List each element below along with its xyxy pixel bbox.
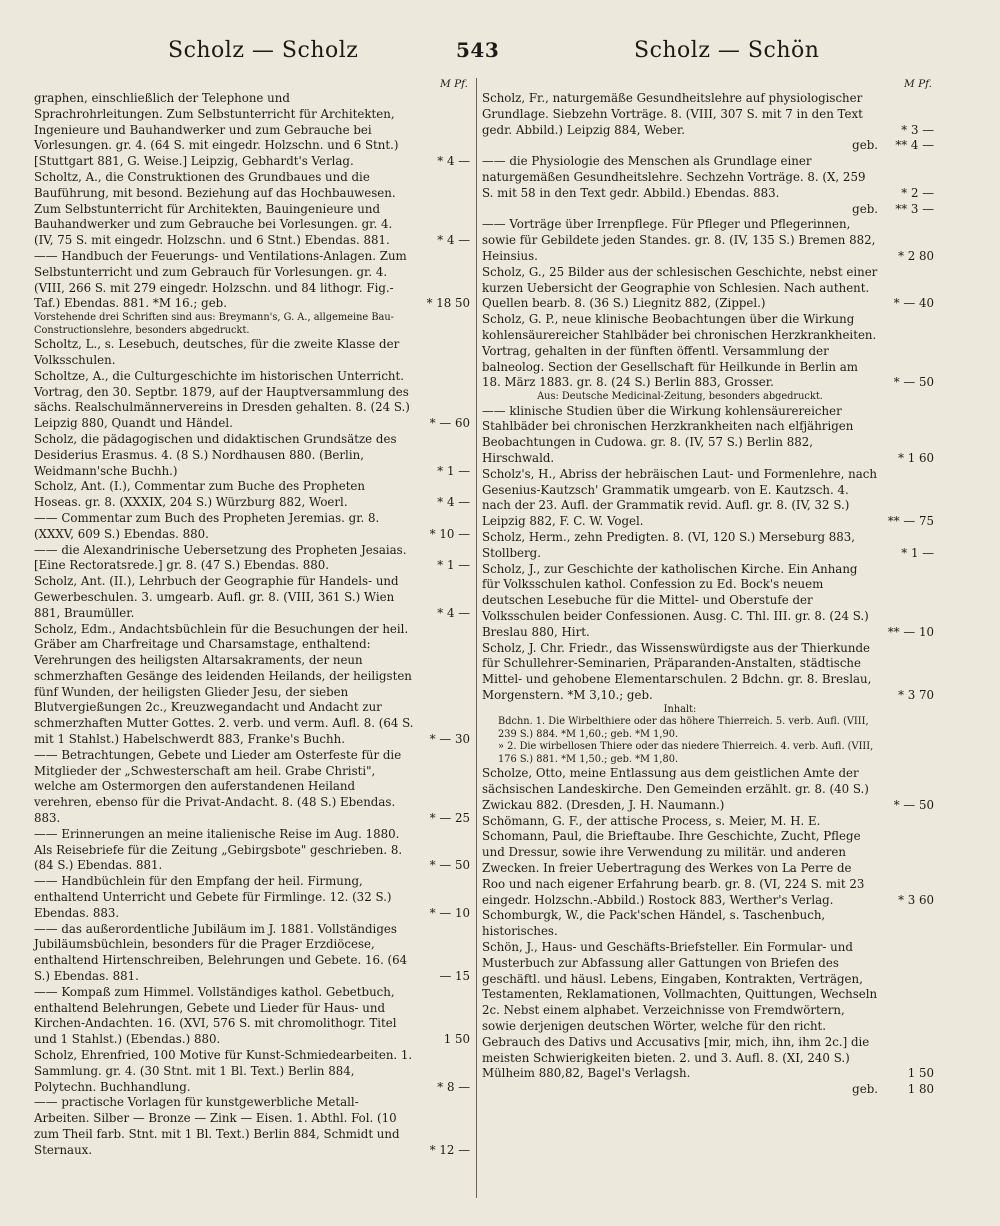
entry-text: Scholz's, H., Abriss der hebräischen Laut- und Formenlehre, nach Gesenius-Kautzsch' Grammatik umgearb. von E. Kautzsch. 4. nach der 23. Aufl. der Grammatik revid. Aufl. gr. 8. (IV, 32 S.) Leipzig 882, F. C. W. Vogel. bbox=[482, 466, 877, 529]
entry-text: Scholz, Edm., Andachtsbüchlein für die Besuchungen der heil. Gräber am Charfreitage und Charsamstage, enthaltend: Verehrungen des heiligsten Altarsakraments, der neun schmerzhaften Gesänge des leidenden Heilands, der heiligsten fünf Wunden, der heiligsten Glieder Jesu, der sieben Blutvergießungen 2c., Kreuzwegandacht und Andacht zur schmerzhaften Mutter Gottes. 2. verb. und verm. Aufl. 8. (64 S. mit 1 Stahlst.) Habelschwerdt 883, Franke's Buchh. bbox=[34, 621, 414, 747]
entry-text: graphen, einschließlich der Telephone und Sprachrohrleitungen. Zum Selbstunterricht für Architekten, Ingenieure und Bauhandwerker und zum Gebrauche bei Vorlesungen. gr. 4. (64 S. mit eingedr. Holzschn. und 6 Stnt.) [Stuttgart 881, G. Weise.] Leipzig, Gebhardt's Verlag. bbox=[34, 91, 399, 169]
catalog-entry bbox=[34, 432, 470, 479]
catalog-entry bbox=[34, 1095, 470, 1158]
catalog-entry bbox=[482, 829, 934, 908]
catalog-entry bbox=[34, 874, 470, 921]
catalog-entry bbox=[34, 827, 470, 874]
entry-text: Aus: Deutsche Medicinal-Zeitung, besonders abgedruckt. bbox=[537, 391, 823, 403]
entry-price: ** — 75 bbox=[887, 514, 934, 529]
catalog-entry bbox=[34, 312, 470, 337]
entry-text: —— Handbüchlein für den Empfang der heil. Firmung, enthaltend Unterricht und Gebete für Firmlinge. 12. (32 S.) Ebendas. 883. bbox=[34, 874, 392, 920]
catalog-entry bbox=[482, 1082, 934, 1098]
entry-price: * 8 — bbox=[437, 1079, 470, 1094]
entry-price: * 1 — bbox=[437, 558, 470, 573]
catalog-entry bbox=[482, 391, 934, 404]
catalog-entry bbox=[34, 479, 470, 511]
entry-text: —— klinische Studien über die Wirkung kohlensäurereicher Stahlbäder bei chronischen Herzkrankheiten nach elfjährigen Beobachtungen in Cudowa. gr. 8. (IV, 57 S.) Berlin 882, Hirschwald. bbox=[482, 403, 854, 466]
catalog-entry bbox=[34, 91, 470, 170]
entry-text: Scholz, Ehrenfried, 100 Motive für Kunst-Schmiedearbeiten. 1. Sammlung. gr. 4. (30 Stnt. mit 1 Bl. Text.) Berlin 884, Polytechn. Buchhandlung. bbox=[34, 1048, 413, 1094]
entry-text: —— die Physiologie des Menschen als Grundlage einer naturgemäßen Gesundheitslehre. Sechzehn Vorträge. 8. (X, 259 S. mit 58 in den Text gedr. Abbild.) Ebendas. 883. bbox=[482, 154, 866, 200]
catalog-entry bbox=[34, 249, 470, 312]
entry-price: * 1 — bbox=[901, 545, 934, 560]
entry-text: —— Vorträge über Irrenpflege. Für Pfleger und Pflegerinnen, sowie für Gebildete jeden Standes. gr. 8. (IV, 135 S.) Bremen 882, Heinsius. bbox=[482, 217, 876, 263]
catalog-entry bbox=[482, 217, 934, 264]
entry-price: * 4 — bbox=[437, 495, 470, 510]
entry-price: 1 50 bbox=[907, 1066, 934, 1081]
catalog-entry bbox=[482, 138, 934, 154]
entry-price: — 15 bbox=[439, 969, 470, 984]
catalog-entry bbox=[482, 404, 934, 467]
entry-text: —— Betrachtungen, Gebete und Lieder am Osterfeste für die Mitglieder der „Schwesterschaft am heil. Grabe Christi", welche am Ostermorgen den auferstandenen Heiland verehren, ebenso für die Privat-Andacht. 8. (48 S.) Ebendas. 883. bbox=[34, 747, 402, 826]
catalog-entry bbox=[482, 716, 934, 741]
entry-text: —— practische Vorlagen für kunstgewerbliche Metall-Arbeiten. Silber — Bronze — Zink — Eisen. 1. Abthl. Fol. (10 zum Theil farb. Stnt. mit 1 Bl. Text.) Berlin 884, Schmidt und Sternaux. bbox=[34, 1095, 400, 1157]
entry-price: * — 60 bbox=[429, 416, 470, 431]
catalog-entry bbox=[482, 202, 934, 218]
page-number: 543 bbox=[456, 38, 500, 62]
entry-price: ** 4 — bbox=[895, 138, 934, 153]
catalog-entry bbox=[482, 940, 934, 1082]
entry-price: * — 50 bbox=[429, 858, 470, 873]
entry-price: * — 25 bbox=[429, 811, 470, 826]
entry-price: ** — 10 bbox=[887, 624, 934, 639]
currency-header-left: M Pf. bbox=[439, 78, 468, 90]
entry-price: * 4 — bbox=[437, 233, 470, 248]
entry-price: ** 3 — bbox=[895, 201, 934, 216]
entry-text: Scholtz, A., die Construktionen des Grundbaues und die Bauführung, mit besond. Beziehung auf das Hochbauwesen. Zum Selbstunterricht für Architekten, Bauingenieure und Bauhandwerker und zum Gebrauche bei Vorlesungen. gr. 4. (IV, 75 S. mit eingedr. Holzschn. und 6 Stnt.) Ebendas. 881. bbox=[34, 169, 396, 248]
catalog-entry bbox=[482, 908, 934, 940]
entry-price: * 4 — bbox=[437, 605, 470, 620]
catalog-entry bbox=[482, 154, 934, 201]
entry-text: Vorstehende drei Schriften sind aus: Breymann's, G. A., allgemeine Bau-Constructionslehre, besonders abgedruckt. bbox=[34, 312, 394, 336]
running-head bbox=[0, 38, 1000, 78]
entry-price: * 18 50 bbox=[426, 296, 470, 311]
entry-price: * 2 80 bbox=[898, 248, 934, 263]
entry-text: Scholz, J., zur Geschichte der katholischen Kirche. Ein Anhang für Volksschulen kathol. Confession zu Ed. Bock's neuem deutschen Lesebuche für die Mittel- und Oberstufe der Volksschulen beider Confessionen. Ausg. C. Thl. III. gr. 8. (24 S.) Breslau 880, Hirt. bbox=[482, 561, 869, 639]
entry-text: » 2. Die wirbellosen Thiere oder das niedere Thierreich. 4. verb. Aufl. (VIII, 176 S.) 881. *M 1,50.; geb. *M 1,80. bbox=[498, 741, 874, 765]
entry-text: Scholtz, L., s. Lesebuch, deutsches, für die zweite Klasse der Volksschulen. bbox=[34, 337, 400, 367]
entry-text: Scholz, G. P., neue klinische Beobachtungen über die Wirkung kohlensäurereicher Stahlbäder bei chronischen Herzkrankheiten. Vortrag, gehalten in der fünften öffentl. Versammlung der balneolog. Section der Gesellschaft für Heilkunde in Berlin am 18. März 1883. gr. 8. (24 S.) Berlin 883, Grosser. bbox=[482, 312, 877, 390]
catalog-entry bbox=[34, 985, 470, 1048]
entry-text: —— Handbuch der Feuerungs- und Ventilations-Anlagen. Zum Selbstunterricht und zum Gebrauch für Vorlesungen. gr. 4. (VIII, 266 S. mit 279 eingedr. Holzschn. und 84 lithogr. Fig.-Taf.) Ebendas. 881. *M 16.; geb. bbox=[34, 248, 407, 311]
entry-price: 1 80 bbox=[907, 1082, 934, 1097]
catalog-entry bbox=[482, 766, 934, 813]
entry-text: geb. bbox=[852, 1082, 878, 1097]
entry-price: 1 50 bbox=[443, 1032, 470, 1047]
entry-price: * 12 — bbox=[429, 1142, 470, 1157]
catalog-entry bbox=[482, 265, 934, 312]
entry-text: —— das außerordentliche Jubiläum im J. 1881. Vollständiges Jubiläumsbüchlein, besonders für die Prager Erzdiöcese, enthaltend Hirtenschreiben, Belehrungen und Gebete. 16. (64 S.) Ebendas. 881. bbox=[34, 921, 408, 984]
entry-text: Scholz, Herm., zehn Predigten. 8. (VI, 120 S.) Merseburg 883, Stollberg. bbox=[482, 530, 856, 560]
catalog-entry bbox=[34, 369, 470, 432]
catalog-entry bbox=[34, 170, 470, 249]
catalog-entry bbox=[34, 574, 470, 621]
entry-text: —— die Alexandrinische Uebersetzung des Propheten Jesaias. [Eine Rectoratsrede.] gr. 8. (47 S.) Ebendas. 880. bbox=[34, 542, 407, 573]
entry-price: * — 50 bbox=[893, 375, 934, 390]
entry-price: * — 30 bbox=[429, 732, 470, 747]
catalog-entry bbox=[482, 741, 934, 766]
entry-price: * — 40 bbox=[893, 296, 934, 311]
catalog-entry bbox=[34, 337, 470, 369]
entry-price: * 1 60 bbox=[898, 451, 934, 466]
entry-text: Scholz, Fr., naturgemäße Gesundheitslehre auf physiologischer Grundlage. Siebzehn Vorträge. 8. (VIII, 307 S. mit 7 in den Text gedr. Abbild.) Leipzig 884, Weber. bbox=[482, 91, 863, 137]
catalog-entry bbox=[34, 543, 470, 575]
entry-price: * 4 — bbox=[437, 154, 470, 169]
entry-price: * 1 — bbox=[437, 463, 470, 478]
catalog-entry bbox=[482, 530, 934, 562]
catalog-entry bbox=[482, 641, 934, 704]
entry-text: Scholz, Ant. (I.), Commentar zum Buche des Propheten Hoseas. gr. 8. (XXXIX, 204 S.) Würzburg 882, Woerl. bbox=[34, 479, 366, 510]
entry-price: * 2 — bbox=[901, 185, 934, 200]
entry-text: Schomburgk, W., die Pack'schen Händel, s. Taschenbuch, historisches. bbox=[482, 908, 826, 939]
catalog-entry bbox=[482, 91, 934, 138]
catalog-entry bbox=[34, 1048, 470, 1095]
entry-text: Scholz, Ant. (II.), Lehrbuch der Geographie für Handels- und Gewerbeschulen. 3. umgearb. Aufl. gr. 8. (VIII, 361 S.) Wien 881, Braumüller. bbox=[34, 574, 399, 620]
catalog-entry bbox=[482, 562, 934, 641]
catalog-entry bbox=[482, 312, 934, 391]
entry-text: geb. bbox=[852, 201, 878, 216]
entry-price: * — 10 bbox=[429, 905, 470, 920]
entry-price: * 3 60 bbox=[898, 892, 934, 907]
entry-text: —— Commentar zum Buch des Propheten Jeremias. gr. 8. (XXXV, 609 S.) Ebendas. 880. bbox=[34, 510, 380, 541]
column-divider bbox=[476, 78, 477, 1198]
entry-text: geb. bbox=[852, 138, 878, 153]
catalog-entry bbox=[34, 511, 470, 543]
entry-price: * 3 — bbox=[901, 122, 934, 137]
entry-price: * 10 — bbox=[429, 526, 470, 541]
entry-text: Schömann, G. F., der attische Process, s. Meier, M. H. E. bbox=[482, 813, 821, 828]
entry-text: Bdchn. 1. Die Wirbelthiere oder das höhere Thierreich. 5. verb. Aufl. (VIII, 239 S.) 884. *M 1,60.; geb. *M 1,90. bbox=[498, 716, 869, 740]
entry-price: * — 50 bbox=[893, 797, 934, 812]
catalog-entry bbox=[482, 467, 934, 530]
entry-text: —— Kompaß zum Himmel. Vollständiges kathol. Gebetbuch, enthaltend Belehrungen, Gebete und Lieder für Haus- und Kirchen-Andachten. 16. (XVI, 576 S. mit chromolithogr. Titel und 1 Stahlst.) (Ebendas.) 880. bbox=[34, 984, 397, 1047]
entry-text: Scholtze, A., die Culturgeschichte im historischen Unterricht. Vortrag, den 30. Septbr. 1879, auf der Hauptversammlung des sächs. Realschulmännervereins in Dresden gehalten. 8. (24 S.) Leipzig 880, Quandt und Händel. bbox=[34, 368, 410, 431]
catalog-entry bbox=[34, 922, 470, 985]
catalog-entry bbox=[34, 748, 470, 827]
currency-header-right: M Pf. bbox=[903, 78, 932, 90]
entry-text: Scholz, J. Chr. Friedr., das Wissenswürdigste aus der Thierkunde für Schullehrer-Seminarien, Präparanden-Anstalten, städtische Mittel- und gehobene Elementarschulen. 2 Bdchn. gr. 8. Breslau, Morgenstern. *M 3,10.; geb. bbox=[482, 640, 872, 702]
right-column bbox=[482, 78, 934, 1098]
running-head-right: Scholz — Schön bbox=[634, 38, 820, 63]
entry-text: Scholz, G., 25 Bilder aus der schlesischen Geschichte, nebst einer kurzen Uebersicht der Geographie von Schlesien. Nach authent. Quellen bearb. 8. (36 S.) Liegnitz 882, (Zippel.) bbox=[482, 264, 878, 311]
entry-text: Scholz, die pädagogischen und didaktischen Grundsätze des Desiderius Erasmus. 4. (8 S.) Nordhausen 880. (Berlin, Weidmann'sche Buchh.) bbox=[34, 431, 397, 478]
entry-price: * 3 70 bbox=[898, 687, 934, 702]
left-column bbox=[34, 78, 470, 1159]
running-head-left: Scholz — Scholz bbox=[168, 38, 359, 63]
entry-text: Schomann, Paul, die Brieftaube. Ihre Geschichte, Zucht, Pflege und Dressur, sowie ihre Verwendung zu militär. und anderen Zwecken. In freier Uebertragung des Werkes von La Perre de Roo und nach eigener Erfahrung bearb. gr. 8. (VI, 224 S. mit 23 eingedr. Holzschn.-Abbild.) Rostock 883, Werther's Verlag. bbox=[482, 829, 865, 907]
catalog-entry bbox=[482, 704, 934, 717]
entry-text: Inhalt: bbox=[663, 703, 697, 715]
catalog-entry bbox=[482, 814, 934, 830]
entry-text: —— Erinnerungen an meine italienische Reise im Aug. 1880. Als Reisebriefe für die Zeitung „Gebirgsbote" geschrieben. 8. (84 S.) Ebendas. 881. bbox=[34, 826, 403, 873]
entry-text: Schön, J., Haus- und Geschäfts-Briefsteller. Ein Formular- und Musterbuch zur Abfassung aller Gattungen von Briefen des geschäftl. und häusl. Lebens, Eingaben, Kontrakten, Verträgen, Testamenten, Reklamationen, Vollmachten, Quittungen, Wechseln 2c. Nebst einem alphabet. Verzeichnisse von Fremdwörtern, sowie derjenigen deutschen Wörter, welche für den richt. Gebrauch des Dativs und Accusativs [mir, mich, ihn, ihm 2c.] die meisten Schwierigkeiten bieten. 2. und 3. Aufl. 8. (XI, 240 S.) Mülheim 880,82, Bagel's Verlagsh. bbox=[482, 940, 878, 1081]
catalog-entry bbox=[34, 622, 470, 748]
entry-text: Scholze, Otto, meine Entlassung aus dem geistlichen Amte der sächsischen Landeskirche. Den Gemeinden erzählt. gr. 8. (40 S.) Zwickau 882. (Dresden, J. H. Naumann.) bbox=[482, 766, 869, 812]
